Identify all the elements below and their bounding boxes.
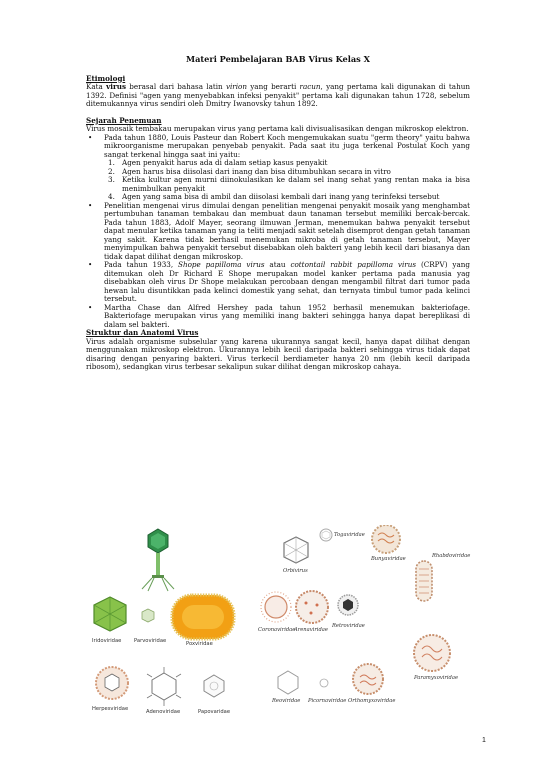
document-title: Materi Pembelajaran BAB Virus Kelas X: [186, 54, 370, 64]
label-retroviridae: Retroviridae: [332, 623, 365, 629]
text-span: Kata: [86, 82, 107, 91]
orthomyxoviridae-icon: [353, 664, 383, 694]
adenoviridae-icon: [147, 667, 181, 706]
label-papovaridae: Papovaridae: [198, 709, 231, 715]
poxviridae-icon: [172, 595, 234, 639]
postulat-list: [104, 159, 470, 202]
label-orthomyxoviridae: Orthomyxoviridae: [348, 698, 396, 704]
text-italic-virion: virion: [225, 82, 247, 91]
item-number: 4.: [108, 192, 115, 201]
label-bunyaviridae: Bunyaviridae: [371, 556, 406, 562]
label-orbivirus: Orbivirus: [283, 568, 308, 574]
list-item: • Martha Chase dan Alfred Hershey pada tahun 1952 berhasil menemukan bakteriofage. Bakteriofage merupakan virus yang memiliki inang bakteri sehingga hanya dapat bereplikasi di dalam sel bakteri.: [86, 304, 470, 330]
list-item-text: Pada tahun 1880, Louis Pasteur dan Robert Koch mengemukakan suatu "germ theory" yaitu bahwa mikroorganisme merupakan penyebab penyakit. Pada saat itu juga terkenal Postulat Koch yang sangat terkenal hingga saat ini yaitu:: [104, 132, 470, 159]
togaviridae-icon: [320, 529, 332, 541]
text-span: berasal dari bahasa latin: [126, 82, 226, 91]
paramyxoviridae-icon: [414, 635, 450, 671]
heading-struktur: Struktur dan Anatomi Virus: [86, 328, 199, 337]
label-togaviridae: Togaviridae: [334, 532, 365, 538]
label-iridoviridae: Iridoviridae: [92, 638, 122, 644]
text-italic: cottontail rabbit papilloma virus: [290, 260, 417, 269]
picornaviridae-icon: [320, 679, 328, 687]
text-span: atau: [264, 260, 291, 269]
rhabdoviridae-icon: [416, 561, 432, 601]
iridoviridae-icon: [94, 597, 126, 631]
label-adenoviridae: Adenoviridae: [146, 709, 181, 715]
list-item: [86, 261, 470, 304]
retroviridae-icon: [338, 595, 358, 615]
label-picornaviridae: Picornaviridae: [308, 698, 347, 704]
text-italic-racun: racun: [299, 82, 321, 91]
text-bold-virus: virus: [106, 82, 127, 91]
item-number: 3.: [108, 175, 115, 184]
postulat-item: [104, 176, 470, 193]
reoviridae-icon: [278, 671, 298, 694]
label-arenaviridae: Arenaviridae: [294, 627, 328, 633]
label-reoviridae: Reoviridae: [272, 698, 301, 704]
parvoviridae-icon: [142, 609, 154, 622]
orbivirus-icon: [284, 537, 308, 563]
bacteriophage-icon: [142, 529, 174, 591]
label-paramyxoviridae: Paramyxoviridae: [414, 675, 459, 681]
paragraph-sejarah-intro: Virus mosaik tembakau merupakan virus yang pertama kali divisualisasikan dengan mikroskop elektron.: [86, 124, 469, 133]
label-coronaviridae: Coronaviridae: [258, 627, 296, 633]
papovaridae-icon: [204, 675, 224, 697]
item-number: 2.: [108, 166, 115, 176]
item-text: Agen harus bisa diisolasi dari inang dan bisa ditumbuhkan secara in vitro: [122, 166, 391, 176]
text-span: Pada tahun 1933,: [104, 260, 179, 269]
paragraph-etimologi: [86, 83, 470, 109]
virus-illustration: [86, 525, 486, 745]
list-item: • Penelitian mengenai virus dimulai dengan penelitian mengenai penyakit mosaik yang menghambat pertumbuhan tanaman tembakau dan membuat daun tanaman tersebut memiliki bercak-bercak. Pada tahun 1883, Adolf Mayer, seorang ilmuwan Jerman, menemukan bahwa penyakit tersebut dapat menular ketika tanaman yang ia teliti menjadi sakit setelah disemprot dengan getah tanaman yang sakit. Karena tidak berhasil menemukan mikroba di getah tanaman tersebut, Mayer menyimpulkan bahwa penyakit tersebut disebabkan oleh bakteri yang lebih kecil dari biasanya dan tidak dapat dilihat dengan mikroskop.: [86, 202, 470, 262]
heading-sejarah: Sejarah Penemuan: [86, 115, 162, 125]
coronaviridae-icon: [261, 592, 291, 622]
list-item: [86, 134, 470, 202]
herpesviridae-icon: [96, 667, 128, 699]
text-span: (CRPV) yang ditemukan oleh Dr Richard E Shope merupakan model kanker pertama pada manusia yag disebabkan oleh virus Dr Shope melakukan percobaan dengan mengambil filtrat dari tumor pada hewan lalu disuntikkan pada kelinci domestik yang sehat, dan ternyata timbul tumor pada kelinci tersebut.: [104, 260, 470, 303]
label-poxviridae: Poxviridae: [186, 641, 213, 647]
arenaviridae-icon: [296, 591, 328, 623]
item-text: Agen yang sama bisa di ambil dan diisolasi kembali dari inang yang terinfeksi tersebut: [122, 192, 440, 201]
text-span: , yang pertama kali digunakan di tahun 1392. Definisi "agen yang menyebabkan infeksi penyakit" pertama kali digunakan tahun 1728, sebelum ditemukannya virus sendiri oleh Dmitry Iwanovsky tahun 1892.: [86, 82, 470, 108]
text-span: yang berarti: [247, 82, 300, 91]
bunyaviridae-icon: [372, 525, 400, 553]
item-text: Ketika kultur agen murni diinokulasikan ke dalam sel inang sehat yang rentan maka ia bisa menimbulkan penyakit: [122, 175, 470, 193]
text-italic: Shope papilloma virus: [178, 260, 265, 269]
paragraph-struktur: Virus adalah organisme subselular yang karena ukurannya sangat kecil, hanya dapat dilihat dengan menggunakan mikroskop elektron. Ukurannya lebih kecil daripada bakteri sehingga virus tidak dapat disaring dengan penyaring bakteri. Virus terkecil berdiameter hanya 20 nm (lebih kecil daripada ribosom), sedangkan virus terbesar sekalipun sukar dilihat dengan mikroskop cahaya.: [86, 336, 470, 371]
label-parvoviridae: Parvoviridae: [134, 638, 167, 644]
item-text: Agen penyakit harus ada di dalam setiap kasus penyakit: [122, 158, 328, 167]
sejarah-list: [86, 134, 470, 330]
heading-etimologi: Etimologi: [86, 73, 126, 83]
label-rhabdoviridae: Rhabdoviridae: [432, 553, 471, 559]
page-number: 1: [482, 737, 486, 744]
item-number: 1.: [108, 158, 115, 167]
label-herpesviridae: Herpesviridae: [92, 706, 129, 712]
document-body: [86, 55, 470, 372]
